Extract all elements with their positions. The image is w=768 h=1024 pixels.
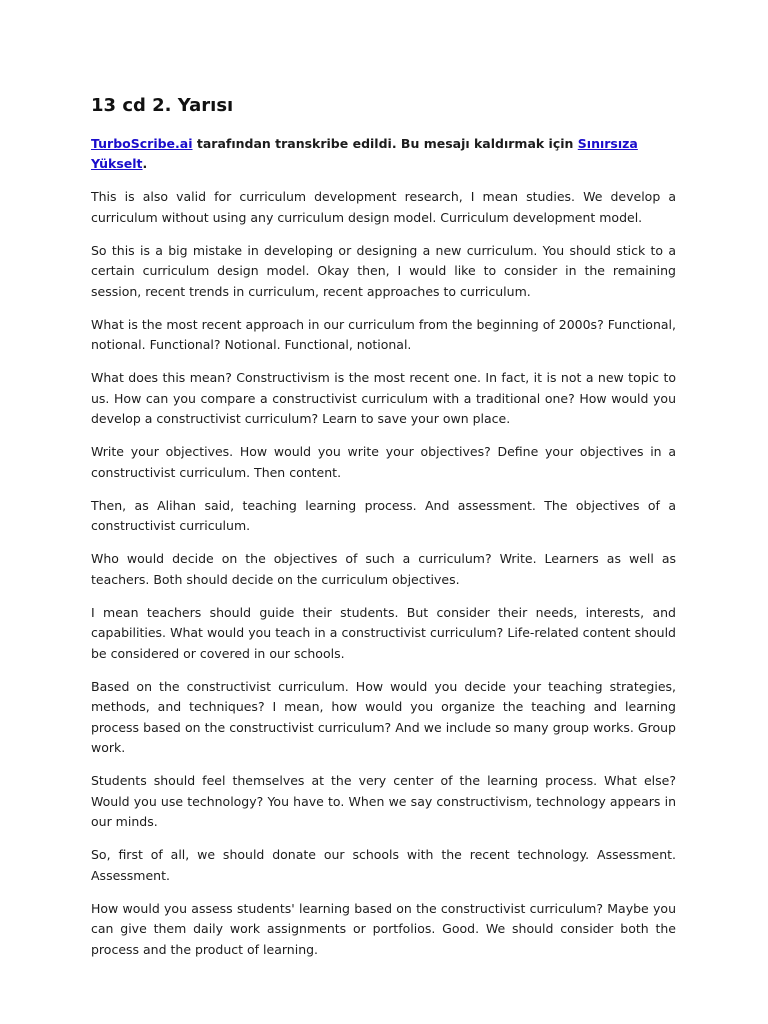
transcription-notice xyxy=(91,134,676,174)
paragraph: Write your objectives. How would you write your objectives? Define your objectives in a constructivist curriculum. Then content. xyxy=(91,444,676,480)
notice-end-text: . xyxy=(142,156,148,171)
paragraph: What does this mean? Constructivism is the most recent one. In fact, it is not a new topic to us. How can you compare a constructivist curriculum with a traditional one? How would you develop a constructivist curriculum? Learn to save your own place. xyxy=(91,370,676,426)
paragraph: Then, as Alihan said, teaching learning process. And assessment. The objectives of a constructivist curriculum. xyxy=(91,497,676,533)
paragraph: Based on the constructivist curriculum. How would you decide your teaching strategies, methods, and techniques? I mean, how would you organize the teaching and learning process based on the constructivist curriculum? And we include so many group works. Group work. xyxy=(91,678,676,755)
document-page xyxy=(91,94,676,973)
paragraph: Students should feel themselves at the very center of the learning process. What else? Would you use technology? You have to. When we say constructivism, technology appears in our minds. xyxy=(91,773,676,829)
turboscribe-link[interactable]: TurboScribe.ai xyxy=(91,136,193,151)
paragraph: So, first of all, we should donate our schools with the recent technology. Assessment. Assessment. xyxy=(91,847,676,883)
paragraph: This is also valid for curriculum development research, I mean studies. We develop a curriculum without using any curriculum design model. Curriculum development model. xyxy=(91,189,676,225)
paragraph: Who would decide on the objectives of such a curriculum? Write. Learners as well as teachers. Both should decide on the curriculum objectives. xyxy=(91,551,676,587)
paragraph: I mean teachers should guide their students. But consider their needs, interests, and capabilities. What would you teach in a constructivist curriculum? Life-related content should be considered or covered in our schools. xyxy=(91,604,676,661)
paragraph: So this is a big mistake in developing or designing a new curriculum. You should stick to a certain curriculum design model. Okay then, I would like to consider in the remaining session, recent trends in curriculum, recent approaches to curriculum. xyxy=(91,242,676,299)
upgrade-link[interactable]: Sınırsıza Yükselt xyxy=(91,136,638,171)
paragraph: What is the most recent approach in our curriculum from the beginning of 2000s? Functional, notional. Functional? Notional. Functional, notional. xyxy=(91,316,676,352)
paragraph: How would you assess students' learning based on the constructivist curriculum? Maybe you can give them daily work assignments or portfolios. Good. We should consider both the process and the product of learning. xyxy=(91,900,676,957)
notice-middle-text: tarafından transkribe edildi. Bu mesajı kaldırmak için xyxy=(192,136,578,151)
page-title: 13 cd 2. Yarısı xyxy=(91,95,234,116)
